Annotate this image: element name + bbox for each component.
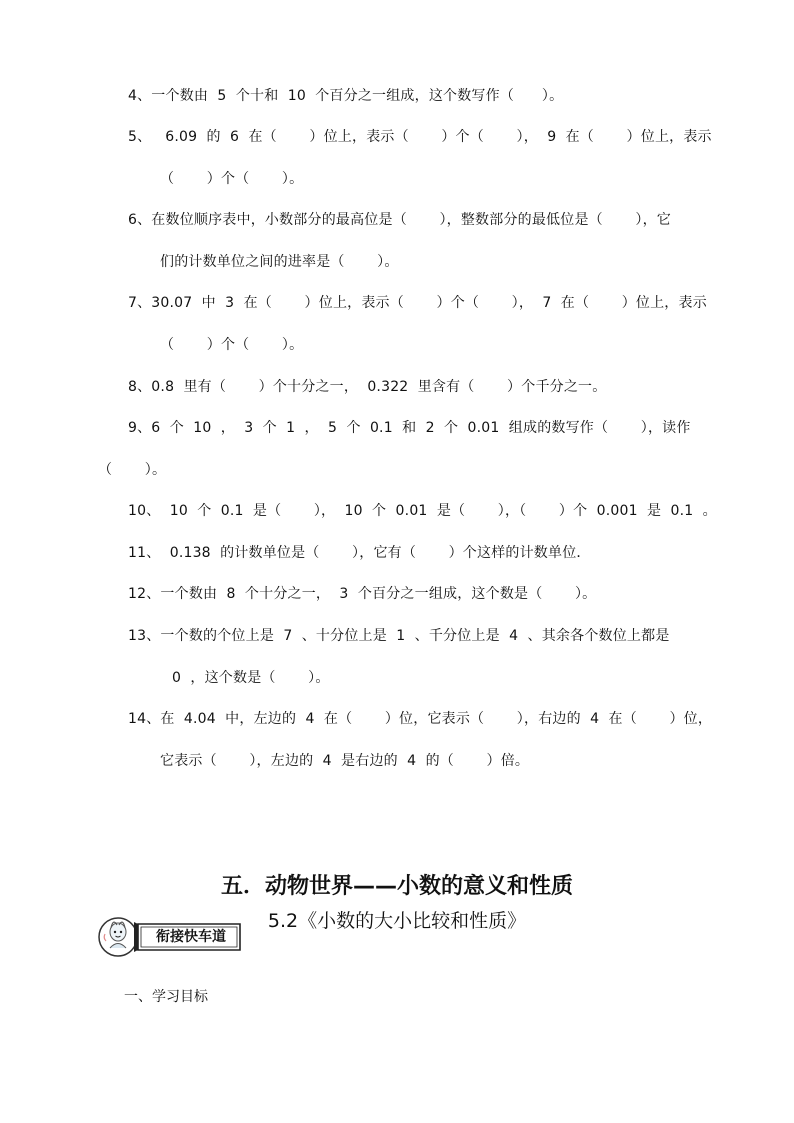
question-10: 10、 10 个 0.1 是（ ）， 10 个 0.01 是（ ），（ ）个 0.001 是 0.1 。 [128, 503, 717, 519]
question-9-continued: （ ）。 [98, 462, 167, 478]
badge-label: 衔接快车道 [156, 929, 226, 945]
question-4: 4、一个数由 5 个十和 10 个百分之一组成，这个数写作（ ）。 [128, 88, 564, 104]
question-8: 8、0.8 里有（ ）个十分之一， 0.322 里含有（ ）个千分之一。 [128, 379, 607, 395]
lesson-title: 5.2《小数的大小比较和性质》 [267, 910, 527, 932]
question-5-continued: （ ）个（ ）。 [160, 171, 304, 187]
question-14: 14、在 4.04 中，左边的 4 在（ ）位，它表示（ ），右边的 4 在（ ）位， [128, 711, 713, 727]
question-9: 9、6 个 10 ， 3 个 1 ， 5 个 0.1 和 2 个 0.01 组成的数写作（ ），读作 [128, 420, 691, 436]
question-14-continued: 它表示（ ），左边的 4 是右边的 4 的（ ）倍。 [160, 753, 530, 769]
question-11: 11、 0.138 的计数单位是（ ），它有（ ）个这样的计数单位． [128, 545, 591, 561]
chapter-title: 五．动物世界——小数的意义和性质 [220, 874, 573, 899]
question-6: 6、在数位顺序表中，小数部分的最高位是（ ），整数部分的最低位是（ ），它 [128, 212, 672, 228]
mascot-icon [99, 918, 137, 956]
learning-objectives-heading: 一、学习目标 [124, 989, 208, 1005]
section-badge [96, 914, 244, 960]
question-12: 12、一个数由 8 个十分之一， 3 个百分之一组成，这个数是（ ）。 [128, 586, 597, 602]
question-7-continued: （ ）个（ ）。 [160, 337, 304, 353]
question-7: 7、30.07 中 3 在（ ）位上，表示（ ）个（ ）， 7 在（ ）位上，表示 [128, 295, 707, 311]
question-13: 13、一个数的个位上是 7 、十分位上是 1 、千分位上是 4 、其余各个数位上都是 [128, 628, 670, 644]
question-6-continued: 们的计数单位之间的进率是（ ）。 [160, 254, 399, 270]
question-5: 5、 6.09 的 6 在（ ）位上，表示（ ）个（ ）， 9 在（ ）位上，表示 [128, 129, 712, 145]
question-13-continued: 0 ，这个数是（ ）。 [172, 670, 330, 686]
